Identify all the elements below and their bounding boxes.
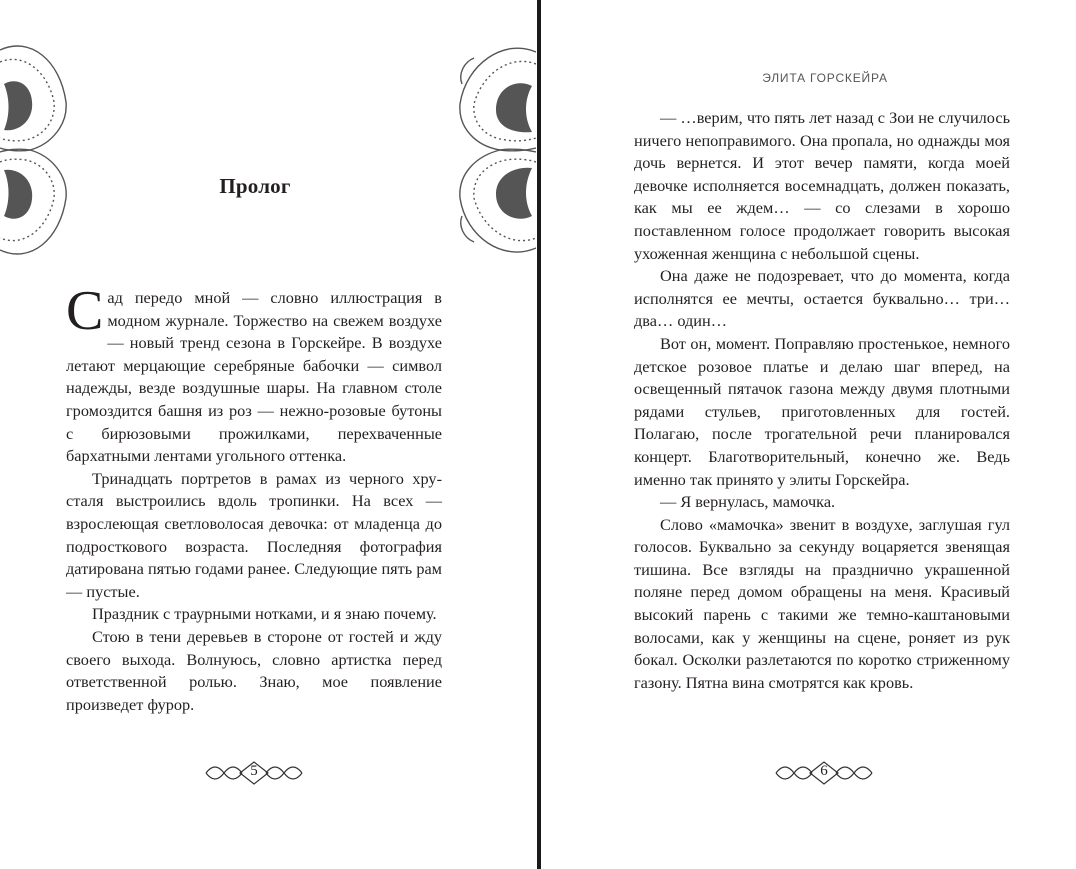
drop-cap: С: [66, 280, 104, 342]
paragraph: Праздник с траурными нотками, и я знаю почему.: [92, 604, 437, 624]
opening-paragraph-text: ад передо мной — словно иллюстрация в модном журнале. Торжество на свежем воздухе — новый тренд сезона в Горскейре. В воздухе летают мерцающие серебряные бабочки — символ надежды, везде воздушные шары. На главном столе громоздится башня из роз — нежно-розовые бутоны с бирюзовыми прожилками, перехваченные бархатными лентами угольного оттенка.: [66, 288, 442, 466]
left-page-text: [66, 280, 442, 716]
right-page-text: [634, 107, 1010, 694]
paragraph: Вот он, момент. Поправляю простенькое, немного детское розовое платье и делаю шаг вперед, на освещенный пятачок газона между двумя плотными рядами стульев, приготовленных для гостей. Полагаю, после трогательной речи планировался концерт. Благотворительный, конечно же. Ведь именно так принято у элиты Горскейра.: [634, 333, 1010, 489]
page-number: 6: [820, 763, 828, 779]
page-number-ornament-right: [774, 761, 874, 785]
paragraph: Она даже не подозревает, что до момента, когда исполнятся ее мечты, остается буквально… три… два… один…: [634, 266, 1010, 331]
mask-icon-left: [0, 40, 70, 260]
mask-icon-right: [456, 44, 536, 254]
paragraph: Стою в тени деревьев в стороне от гостей и жду своего выхода. Волнуюсь, словно артистка перед ответственной ролью. Знаю, мое появление произведет фурор.: [66, 626, 442, 714]
opening-paragraph: [66, 280, 442, 468]
paragraph: — …верим, что пять лет назад с Зои не случилось ничего непоправимого. Она пропала, но однажды моя дочь вернется. И этот вечер памяти, когда моей девочке исполняется восемнадцать, должен показать, как мы ее ждем… — со слезами в хорошо поставленном голосе продолжает говорить высокая ухоженная женщина с небольшой сцены.: [634, 108, 1010, 263]
page-number: 5: [250, 763, 258, 779]
paragraph: Слово «мамочка» звенит в воздухе, заглушая гул голосов. Буквально за секунду воцаряется звенящая тишина. Все взгляды на празднично украшенной поляне перед домом обращены на меня. Красивый высокий парень с такими же темно-каштановыми волосами, как у женщины на сцене, роняет из рук бокал. Осколки разлетаются по коротко стриженному газону. Пятна вина смотрятся как кровь.: [634, 514, 1010, 692]
paragraph: — Я вернулась, мамочка.: [660, 492, 836, 512]
page-number-ornament-left: [204, 761, 304, 785]
running-head: ЭЛИТА ГОРСКЕЙРА: [762, 71, 888, 85]
chapter-title: Пролог: [219, 174, 291, 198]
paragraph: Тринадцать портретов в рамах из черного хрусталя выстроились вдоль тропинки. На всех — взрослеющая светловолосая девочка: от младенца до подросткового возраста. Последняя фотография датирована пятью годами ранее. Следующие пять рам — пустые.: [66, 468, 442, 601]
